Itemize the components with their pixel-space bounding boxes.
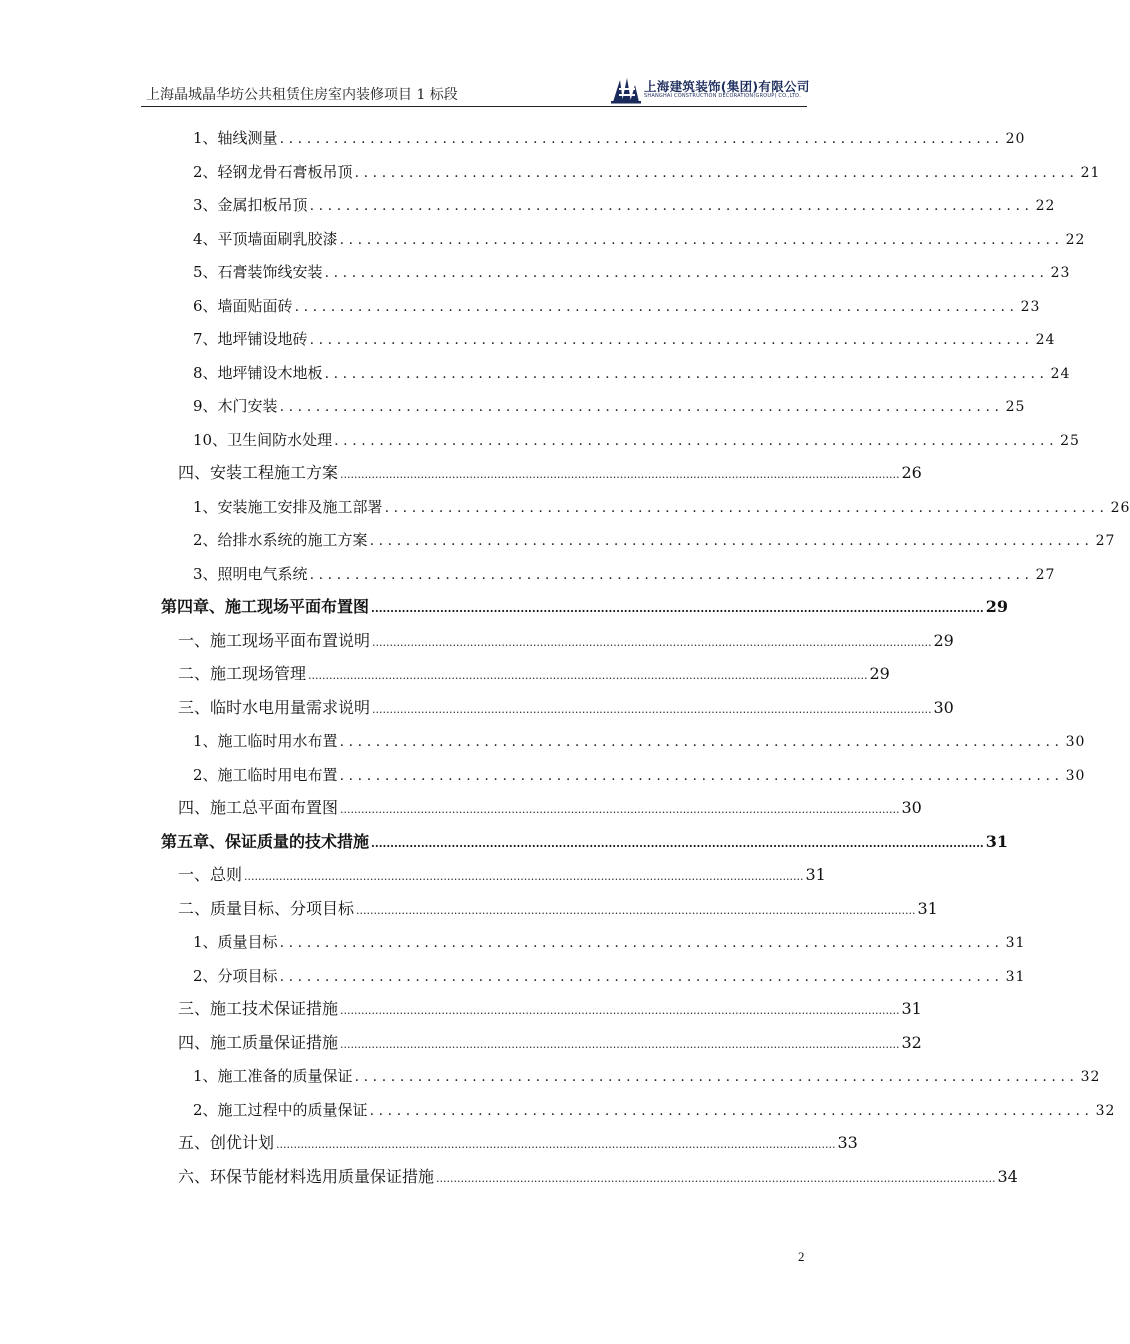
toc-entry-number: 一、 — [178, 630, 211, 650]
toc-entry-title: 石膏装饰线安装 — [217, 263, 323, 281]
toc-entry-number: 三、 — [178, 999, 211, 1018]
toc-leader-dots: ................................................................................ — [324, 365, 1049, 382]
toc-entry-page: 31 — [917, 898, 938, 918]
toc-entry-title: 木门安装 — [217, 397, 278, 415]
toc-entry[interactable] — [193, 495, 1130, 519]
toc-entry[interactable] — [193, 160, 1101, 184]
toc-entry-title: 施工总平面布置图 — [210, 798, 339, 817]
toc-entry-title: 创优计划 — [210, 1133, 275, 1152]
toc-entry[interactable] — [193, 193, 1056, 217]
toc-entry-title: 保证质量的技术措施 — [225, 831, 370, 851]
toc-entry-page: 26 — [901, 463, 922, 482]
toc-leader-dots: ................................................................................ — [279, 131, 1004, 147]
toc-entry-page: 32 — [1080, 1069, 1101, 1085]
toc-entry-page: 20 — [1005, 131, 1026, 147]
header-title: 上海晶城晶华坊公共租赁住房室内装修项目 1 标段 — [146, 87, 458, 103]
toc-entry-title: 平顶墙面刷乳胶漆 — [217, 229, 338, 248]
toc-entry-title: 质量目标 — [217, 933, 278, 951]
toc-entry-page: 22 — [1035, 198, 1056, 214]
toc-leader-dots: ................................................................................................................................................................ — [340, 1037, 900, 1051]
toc-leader-dots: ................................................................................................................................................................ — [244, 870, 804, 883]
toc-entry-number: 五、 — [178, 1133, 211, 1152]
toc-entry-title: 施工准备的质量保证 — [217, 1067, 353, 1085]
toc-leader-dots: ................................................................................ — [354, 1069, 1079, 1085]
toc-entry-page: 23 — [1020, 298, 1041, 315]
logo-company-name: 上海建筑装饰(集团)有限公司 — [644, 79, 810, 94]
toc-leader-dots: ................................................................................ — [324, 265, 1049, 281]
toc-entry-number: 2、 — [193, 531, 218, 549]
toc-entry-page: 34 — [997, 1166, 1018, 1186]
toc-entry-number: 1、 — [193, 1067, 218, 1085]
toc-leader-dots: ................................................................................................................................................................ — [340, 1004, 900, 1017]
toc-entry[interactable] — [178, 662, 890, 686]
toc-entry-page: 29 — [933, 630, 954, 650]
toc-entry-title: 给排水系统的施工方案 — [217, 531, 368, 549]
toc-leader-dots: ................................................................................................................................................................ — [340, 468, 900, 481]
toc-leader-dots: ................................................................................................................................................................ — [372, 702, 932, 716]
toc-leader-dots: ................................................................................ — [309, 332, 1034, 348]
toc-entry[interactable] — [193, 394, 1026, 418]
company-logo-icon — [611, 76, 641, 104]
toc-entry-page: 30 — [1065, 767, 1086, 784]
toc-entry-number: 6、 — [193, 296, 218, 315]
toc-entry[interactable] — [178, 1165, 1018, 1189]
toc-entry-page: 25 — [1060, 432, 1080, 449]
toc-entry[interactable] — [193, 227, 1086, 251]
toc-entry[interactable] — [178, 897, 938, 921]
toc-leader-dots: ................................................................................................................................................................ — [372, 635, 932, 649]
toc-entry-page: 30 — [901, 798, 922, 817]
toc-entry[interactable] — [193, 1098, 1116, 1122]
toc-entry-number: 六、 — [178, 1166, 211, 1186]
toc-entry-page: 32 — [901, 1032, 922, 1052]
toc-entry[interactable] — [193, 528, 1116, 552]
toc-entry-page: 23 — [1050, 265, 1071, 281]
toc-entry-title: 地坪铺设木地板 — [217, 363, 323, 382]
toc-entry[interactable] — [193, 361, 1071, 385]
toc-entry-number: 5、 — [193, 263, 218, 281]
toc-entry-title: 轴线测量 — [217, 129, 278, 147]
toc-entry-page: 29 — [985, 597, 1009, 616]
toc-entry-number: 一、 — [178, 865, 211, 884]
toc-entry-page: 31 — [1005, 968, 1026, 985]
toc-entry-number: 1、 — [193, 933, 218, 951]
toc-entry-page: 31 — [805, 865, 826, 884]
toc-leader-dots: ................................................................................ — [309, 566, 1034, 583]
logo-company-name-en: SHANGHAI CONSTRUCTION DECORATION(GROUP) CO.,LTD. — [644, 93, 802, 99]
toc-entry-title: 施工临时用水布置 — [217, 732, 338, 750]
toc-entry-page: 31 — [1005, 935, 1026, 951]
toc-entry-page: 27 — [1035, 566, 1056, 583]
toc-entry-page: 31 — [985, 831, 1009, 851]
toc-entry-title: 安装工程施工方案 — [210, 463, 339, 482]
toc-leader-dots: ................................................................................ — [339, 734, 1064, 750]
toc-entry-number: 2、 — [193, 966, 218, 985]
toc-leader-dots: ................................................................................ — [279, 968, 1004, 985]
toc-entry-page: 24 — [1035, 332, 1056, 348]
toc-entry[interactable] — [178, 461, 922, 485]
toc-entry[interactable] — [193, 930, 1026, 954]
toc-entry-title: 施工现场管理 — [210, 664, 307, 683]
toc-entry-title: 临时水电用量需求说明 — [210, 697, 371, 717]
toc-entry[interactable] — [178, 796, 922, 820]
company-logo — [611, 76, 810, 104]
toc-entry[interactable] — [193, 428, 1080, 452]
toc-entry-number: 第四章、 — [161, 597, 226, 616]
toc-entry-title: 地坪铺设地砖 — [217, 330, 308, 348]
toc-entry-title: 施工质量保证措施 — [210, 1032, 339, 1052]
toc-leader-dots: ................................................................................................................................................................ — [436, 1171, 996, 1185]
toc-leader-dots: ................................................................................................................................................................ — [276, 1138, 836, 1151]
toc-entry[interactable] — [178, 629, 954, 653]
toc-entry-number: 第五章、 — [161, 831, 226, 851]
toc-entry-page: 27 — [1095, 533, 1116, 549]
toc-leader-dots: ................................................................................................................................................................ — [371, 836, 984, 850]
toc-entry-page: 21 — [1080, 164, 1101, 181]
toc-entry-number: 三、 — [178, 697, 211, 717]
toc-leader-dots: ................................................................................ — [339, 767, 1064, 784]
toc-entry-page: 30 — [933, 697, 954, 717]
toc-leader-dots: ................................................................................ — [334, 432, 1059, 449]
toc-leader-dots: ................................................................................................................................................................ — [371, 602, 984, 615]
toc-leader-dots: ................................................................................ — [339, 231, 1064, 248]
toc-entry-number: 3、 — [193, 564, 218, 583]
toc-leader-dots: ................................................................................ — [369, 1102, 1094, 1119]
toc-entry-title: 卫生间防水处理 — [227, 430, 333, 449]
toc-entry-number: 9、 — [193, 397, 218, 415]
toc-entry-page: 30 — [1065, 734, 1086, 750]
toc-entry-title: 分项目标 — [217, 966, 278, 985]
toc-entry-number: 二、 — [178, 664, 211, 683]
toc-entry-page: 22 — [1065, 231, 1086, 248]
toc-leader-dots: ................................................................................ — [354, 164, 1079, 181]
toc-entry[interactable] — [161, 830, 1009, 854]
toc-entry[interactable] — [178, 696, 954, 720]
toc-entry[interactable] — [161, 595, 1009, 619]
toc-entry[interactable] — [193, 327, 1056, 351]
toc-entry-title: 质量目标、分项目标 — [210, 898, 355, 918]
toc-leader-dots: ................................................................................................................................................................ — [356, 903, 916, 917]
toc-leader-dots: ................................................................................ — [384, 499, 1109, 516]
toc-leader-dots: ................................................................................................................................................................ — [308, 669, 868, 682]
toc-entry-title: 照明电气系统 — [217, 564, 308, 583]
toc-entry-page: 24 — [1050, 365, 1071, 382]
toc-entry-number: 8、 — [193, 363, 218, 382]
toc-entry[interactable] — [178, 1131, 858, 1155]
toc-entry[interactable] — [193, 126, 1026, 150]
toc-entry-title: 施工现场平面布置图 — [225, 597, 370, 616]
toc-entry-page: 31 — [901, 999, 922, 1018]
toc-entry-number: 四、 — [178, 463, 211, 482]
toc-entry[interactable] — [193, 260, 1071, 284]
toc-entry-title: 轻钢龙骨石膏板吊顶 — [217, 162, 353, 181]
toc-entry-page: 25 — [1005, 399, 1026, 415]
toc-entry-number: 四、 — [178, 798, 211, 817]
toc-entry-title: 金属扣板吊顶 — [217, 196, 308, 214]
toc-entry[interactable] — [193, 294, 1041, 318]
toc-entry[interactable] — [193, 763, 1086, 787]
toc-entry-title: 施工过程中的质量保证 — [217, 1100, 368, 1119]
toc-entry-page: 32 — [1095, 1102, 1116, 1119]
toc-entry-page: 26 — [1110, 499, 1130, 516]
toc-leader-dots: ................................................................................ — [309, 198, 1034, 214]
toc-entry[interactable] — [178, 863, 826, 887]
toc-entry-title: 墙面贴面砖 — [217, 296, 293, 315]
toc-entry[interactable] — [178, 997, 922, 1021]
toc-entry-title: 施工临时用电布置 — [217, 765, 338, 784]
toc-entry-number: 10、 — [193, 430, 228, 449]
toc-entry-page: 29 — [869, 664, 890, 683]
toc-leader-dots: ................................................................................................................................................................ — [340, 803, 900, 816]
toc-entry-number: 7、 — [193, 330, 218, 348]
toc-entry-title: 环保节能材料选用质量保证措施 — [210, 1166, 435, 1186]
toc-entry-number: 1、 — [193, 732, 218, 750]
toc-entry[interactable] — [178, 1031, 922, 1055]
toc-entry-title: 施工现场平面布置说明 — [210, 630, 371, 650]
toc-entry-number: 1、 — [193, 497, 218, 516]
toc-entry[interactable] — [193, 729, 1086, 753]
toc-entry-number: 3、 — [193, 196, 218, 214]
toc-leader-dots: ................................................................................ — [279, 399, 1004, 415]
toc-entry-number: 四、 — [178, 1032, 211, 1052]
page-header — [141, 72, 810, 107]
toc-entry-title: 总则 — [210, 865, 243, 884]
toc-entry-page: 33 — [837, 1133, 858, 1152]
toc-entry[interactable] — [193, 1064, 1101, 1088]
toc-entry[interactable] — [193, 562, 1056, 586]
page-number: 2 — [798, 1249, 805, 1264]
toc-entry-title: 施工技术保证措施 — [210, 999, 339, 1018]
toc-entry-number: 1、 — [193, 129, 218, 147]
toc-leader-dots: ................................................................................ — [279, 935, 1004, 951]
toc-entry-number: 2、 — [193, 1100, 218, 1119]
toc-entry[interactable] — [193, 964, 1026, 988]
toc-leader-dots: ................................................................................ — [294, 298, 1019, 315]
toc-entry-number: 二、 — [178, 898, 211, 918]
toc-entry-number: 2、 — [193, 162, 218, 181]
toc-entry-number: 2、 — [193, 765, 218, 784]
toc-entry-number: 4、 — [193, 229, 218, 248]
toc-entry-title: 安装施工安排及施工部署 — [217, 497, 383, 516]
toc-leader-dots: ................................................................................ — [369, 533, 1094, 549]
